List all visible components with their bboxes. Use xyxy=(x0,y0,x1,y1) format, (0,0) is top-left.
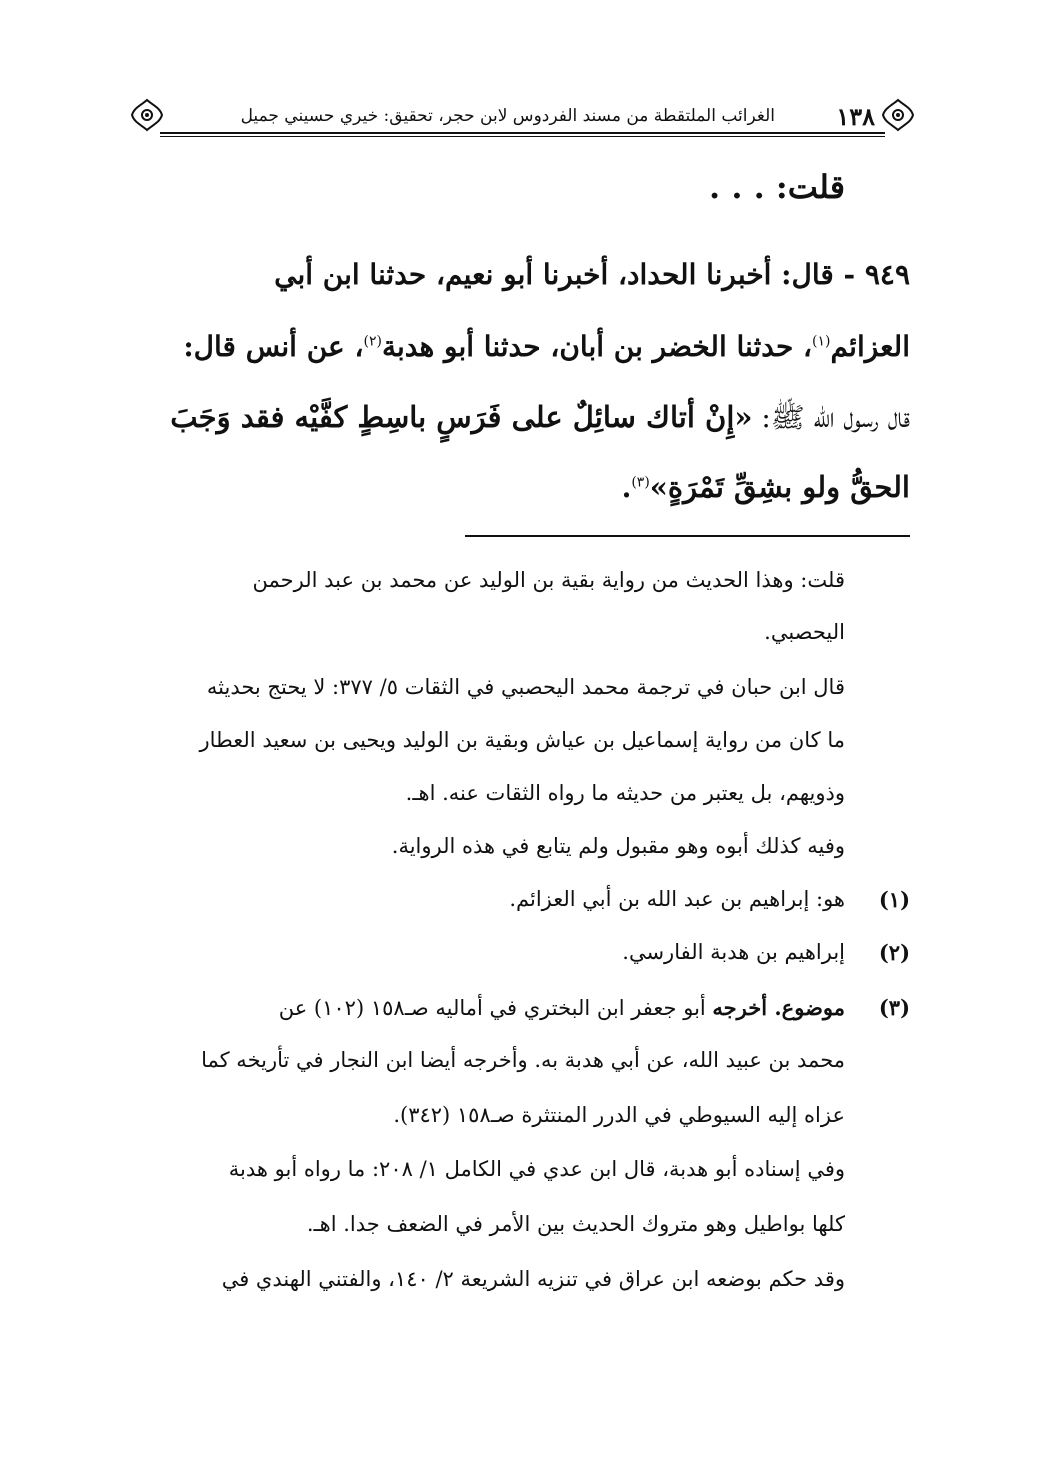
note-line: اليحصبي. xyxy=(764,620,845,644)
footnote-marker: (٢) xyxy=(363,333,382,350)
footnote-lead: موضوع. أخرجه xyxy=(712,995,845,1020)
qult-heading: قلت: . . . xyxy=(709,168,845,206)
footnote-separator xyxy=(465,535,910,537)
footnote-body: أبو جعفر ابن البختري في أماليه صـ١٥٨ (١٠٢) عن xyxy=(278,996,713,1020)
note-line: قال ابن حبان في ترجمة محمد اليحصبي في الثقات ٥/ ٣٧٧: لا يحتج بحديثه xyxy=(206,675,845,699)
hadith-quote: الحقُّ ولو بشِقِّ تَمْرَةٍ» xyxy=(649,470,910,504)
note-line: محمد بن عبيد الله، عن أبي هدبة به. وأخرجه أيضا ابن النجار في تأريخه كما xyxy=(201,1048,845,1072)
hadith-text: ، عن أنس قال: xyxy=(183,330,364,363)
hadith-line-2 xyxy=(125,330,910,363)
note-line: عزاه إليه السيوطي في الدرر المنتثرة صـ١٥٨ (٣٤٢). xyxy=(393,1103,845,1127)
hadith-line-1: ٩٤٩ - قال: أخبرنا الحداد، أخبرنا أبو نعيم، حدثنا ابن أبي xyxy=(274,258,910,291)
footnote-text: هو: إبراهيم بن عبد الله بن أبي العزائم. xyxy=(509,887,845,911)
footnote-number: (١) xyxy=(878,887,910,912)
hadith-quote: «إِنْ أتاك سائِلٌ على فَرَسٍ باسِطٍ كفَّيْه فقد وَجَبَ xyxy=(170,400,753,434)
ornament-icon xyxy=(130,98,164,132)
note-line: ما كان من رواية إسماعيل بن عياش وبقية بن الوليد ويحيى بن سعيد العطار xyxy=(199,728,845,752)
hadith-line-4 xyxy=(125,470,910,504)
footnote-text: إبراهيم بن هدبة الفارسي. xyxy=(622,940,845,964)
note-line: وفي إسناده أبو هدبة، قال ابن عدي في الكامل ١/ ٢٠٨: ما رواه أبو هدبة xyxy=(228,1157,845,1181)
footnote-text xyxy=(279,995,845,1020)
hadith-text: قال رسول الله ﷺ: xyxy=(752,401,910,434)
footnote-marker: (١) xyxy=(812,333,831,350)
running-title: الغرائب الملتقطة من مسند الفردوس لابن حجر، تحقيق: خيري حسيني جميل xyxy=(240,106,775,126)
note-line: قلت: وهذا الحديث من رواية بقية بن الوليد عن محمد بن عبد الرحمن xyxy=(252,568,845,592)
hadith-text: العزائم xyxy=(830,330,910,363)
footnote-marker: (٣) xyxy=(631,474,650,491)
footnote-number: (٢) xyxy=(878,940,910,965)
header-rule xyxy=(160,132,885,137)
page-number: ١٣٨ xyxy=(836,102,875,131)
hadith-line-3 xyxy=(125,400,910,441)
running-header xyxy=(130,96,915,140)
footnote-number: (٣) xyxy=(878,995,910,1020)
note-line: كلها بواطيل وهو متروك الحديث بين الأمر في الضعف جدا. اهـ. xyxy=(306,1212,845,1236)
note-line: وقد حكم بوضعه ابن عراق في تنزيه الشريعة ٢/ ١٤٠، والفتني الهندي في xyxy=(221,1267,845,1291)
hadith-text: ، حدثنا الخضر بن أبان، حدثنا أبو هدبة xyxy=(381,330,813,363)
ornament-icon xyxy=(881,98,915,132)
note-line: وفيه كذلك أبوه وهو مقبول ولم يتابع في هذه الرواية. xyxy=(391,834,845,858)
hadith-text: . xyxy=(621,471,632,504)
note-line: وذويهم، بل يعتبر من حديثه ما رواه الثقات عنه. اهـ. xyxy=(405,781,845,805)
